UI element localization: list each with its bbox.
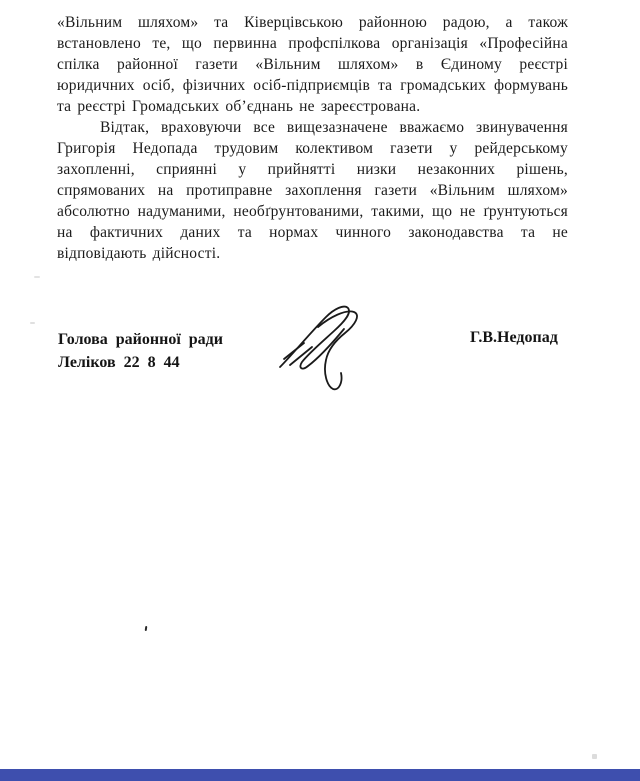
paragraph-conclusion: Відтак, враховуючи все вищезазначене вважаємо звинувачення Григорія Недопада трудовим колективом газети у рейдерському захопленні, сприянні у прийнятті низки незаконних рішень, спрямованих на протиправне захоплення газети «Вільним шляхом» абсолютно надуманими, необґрунтованими, такими, що не ґрунтуються на фактичних даних та нормах чинного законодавства та не відповідають дійсності.	[57, 119, 568, 262]
paragraph-registry-statement: «Вільним шляхом» та Ківерцівською районною радою, а також встановлено те, що первинна профспілкова організація «Професійна спілка районної газети «Вільним шляхом» в Єдиному реєстрі юридичних осіб, фізичних осіб-підприємців та громадських формувань та реєстрі Громадських об’єднань не зареєстрована.	[57, 14, 568, 115]
handwritten-signature-icon	[270, 303, 380, 395]
scan-speck	[30, 322, 35, 324]
signatory-title-block	[58, 328, 223, 374]
signatory-name: Г.В.Недопад	[470, 329, 558, 346]
signatory-contact: Леліков 22 8 44	[58, 354, 180, 371]
document-body-text	[57, 12, 568, 264]
signatory-title: Голова районної ради	[58, 331, 223, 348]
scan-speck	[34, 276, 40, 278]
bottom-blue-bar	[0, 769, 640, 781]
scan-speck	[592, 754, 597, 759]
scan-speck	[145, 626, 148, 631]
